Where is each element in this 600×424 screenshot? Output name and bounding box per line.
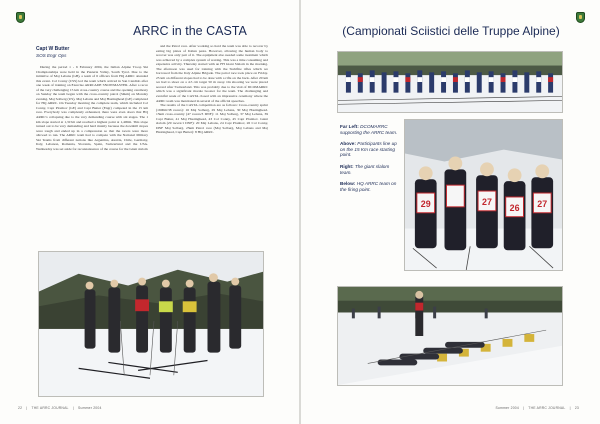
photo-firing-point [337,286,563,386]
body-paragraph: The results of the CASTA competition are as follows: Cross-country sprint (1600m/38 racers): 16 Maj Solberg, 29 Maj Lebans, 30 Maj Hastinghead. 15km cross-country (47 racers/3 DNF): 11 Maj Solberg, 37 Maj Lebans, 39 Capt Butter, 41 Maj Hastinghead, 43 Col Conny, 45 Capt Plonhov. Giant slalom (29 racers/1 DNF): 20 Maj Lebans, 24 Capt Plonhov, 26 Col Conny, DNF Maj Solberg. 25km Patrol race (Maj Solberg, Maj Lebans and Maj Hastinghead, Capt Butter): 8 HQ ARRC. [156,103,268,135]
issue-date: Summer 2004 [495,406,519,410]
article-subtitle: (Campionati Sciistici delle Truppe Alpine) [342,24,560,38]
photo-race-start-image [338,52,562,112]
caption-below [340,181,400,192]
byline [36,46,146,58]
author-name: Capt W Butter [36,46,70,52]
footer-separator: | [569,406,571,410]
bib-number: 26 [509,202,520,213]
caption-lead: Right: [340,163,354,169]
bib-number: 29 [420,198,431,209]
photo-captions [340,124,400,198]
body-column-2 [156,44,268,234]
right-page [300,0,600,424]
footer-separator: | [26,406,28,410]
photo-race-start [337,51,563,113]
caption-text: Participants line up on the 15 Km race starting point. [340,141,397,158]
caption-above [340,141,400,158]
right-footer [495,406,582,410]
publication-name: THE ARRC JOURNAL [528,406,566,410]
left-footer [18,406,105,410]
body-column-1 [36,65,148,233]
page-number: 23 [574,406,579,410]
crest-icon [16,12,25,23]
footer-separator: | [523,406,525,410]
bib-number: 27 [537,198,548,209]
issue-date: Summer 2004 [78,406,102,410]
caption-lead: Above: [340,141,356,147]
caption-lead: Below: [340,181,356,187]
caption-text: HQ ARRC team on the firing point. [340,181,397,192]
caption-lead: Far Left: [340,124,359,129]
page-number: 22 [18,406,23,410]
caption-text: DCOMARRC supporting the ARRC team. [340,124,398,135]
author-unit: SOS Engr Ops [36,53,67,58]
body-paragraph: and the Patrol race. After working so hard the team was able to recover by eating big plates of Italian pasta. However, allowing the human body to recover was only part of it. The equipment also needed some treatment which was achieved by a complex system of waxing. This was a time consuming and expensive activity. Thursday started with an FH Giant Slalom in the morning. The afternoon was used for training with the Stahlfire rifles which we borrowed from the Italy Alpine Brigade. The patrol race took place on Friday. 25 km on different slopes had to be done with a rifle on the back. After 20 km we had to shoot on a 4.5 cm target 50 m away. On shooting we were placed second after Switzerland. This was probably due to the visit of DCOMARRC which was a significant morale booster for the team. The challenging and eventful week of the CASTA closed with an impressive ceremony where the ARRC team was mentioned in several of the official speeches. [156,44,268,103]
caption-text: The giant slalom team. [340,163,390,175]
publication-name: THE ARRC JOURNAL [31,406,69,410]
article-title: ARRC in the CASTA [133,24,247,38]
caption-right [340,164,400,175]
photo-giant-slalom-team [404,119,563,271]
photo-dcomarrc-image [39,252,263,396]
footer-separator: | [72,406,74,410]
photo-firing-image [338,287,562,385]
bib-number: 27 [482,196,492,207]
crest-icon [576,12,585,23]
body-paragraph: During the period 1 - 6 February 2004, the Italian Alpine Troop Ski Championships were held in the Pusteria Valley, South Tyrol. Due to the initiative of Maj Lebans (GB), a team of 6 officers from HQ ARRC attended this event. Col Conny (CSS) led the team which arrived in San Candido after one week of training on Exercise ARRCADE SNOWMASTER. After a recce of the very challenging 15 km cross-country course and the opening ceremony on Sunday the team began with the cross-country patrol (34km) on Monday evening. Maj Solberg (US), Maj Lebans and Maj Hastinghead (GE) completed for HQ ARRC. On Tuesday morning the complete team, which included Col Conny, Capt Plonhov (GE) and Capt Butter (Engr) competed in the 15 km race. Everybody was completely exhausted, there were even doors that HQ ARRC's collapsing due to the very demanding course with six stages. The 1 km slope started at 1,315m and reached a highest point at 1,400m. This slope turned out to be very demanding and hard mainly because the downhill slopes were tough and ended up in a compression so that the racers were more allowed to run. The ARRC team had to compete with the National Military Ski Teams from different nations like Argentina, Austria, Chile, Germany, Italy, Lebanon, Romania, Slovenia, Spain, Switzerland and the USA. Wednesday was set aside for reconnaissance of the course for the Giant slalom [36,65,148,151]
photo-slalom-image [405,120,562,270]
photo-dcomarrc-team [38,251,264,397]
caption-far-left [340,124,400,135]
